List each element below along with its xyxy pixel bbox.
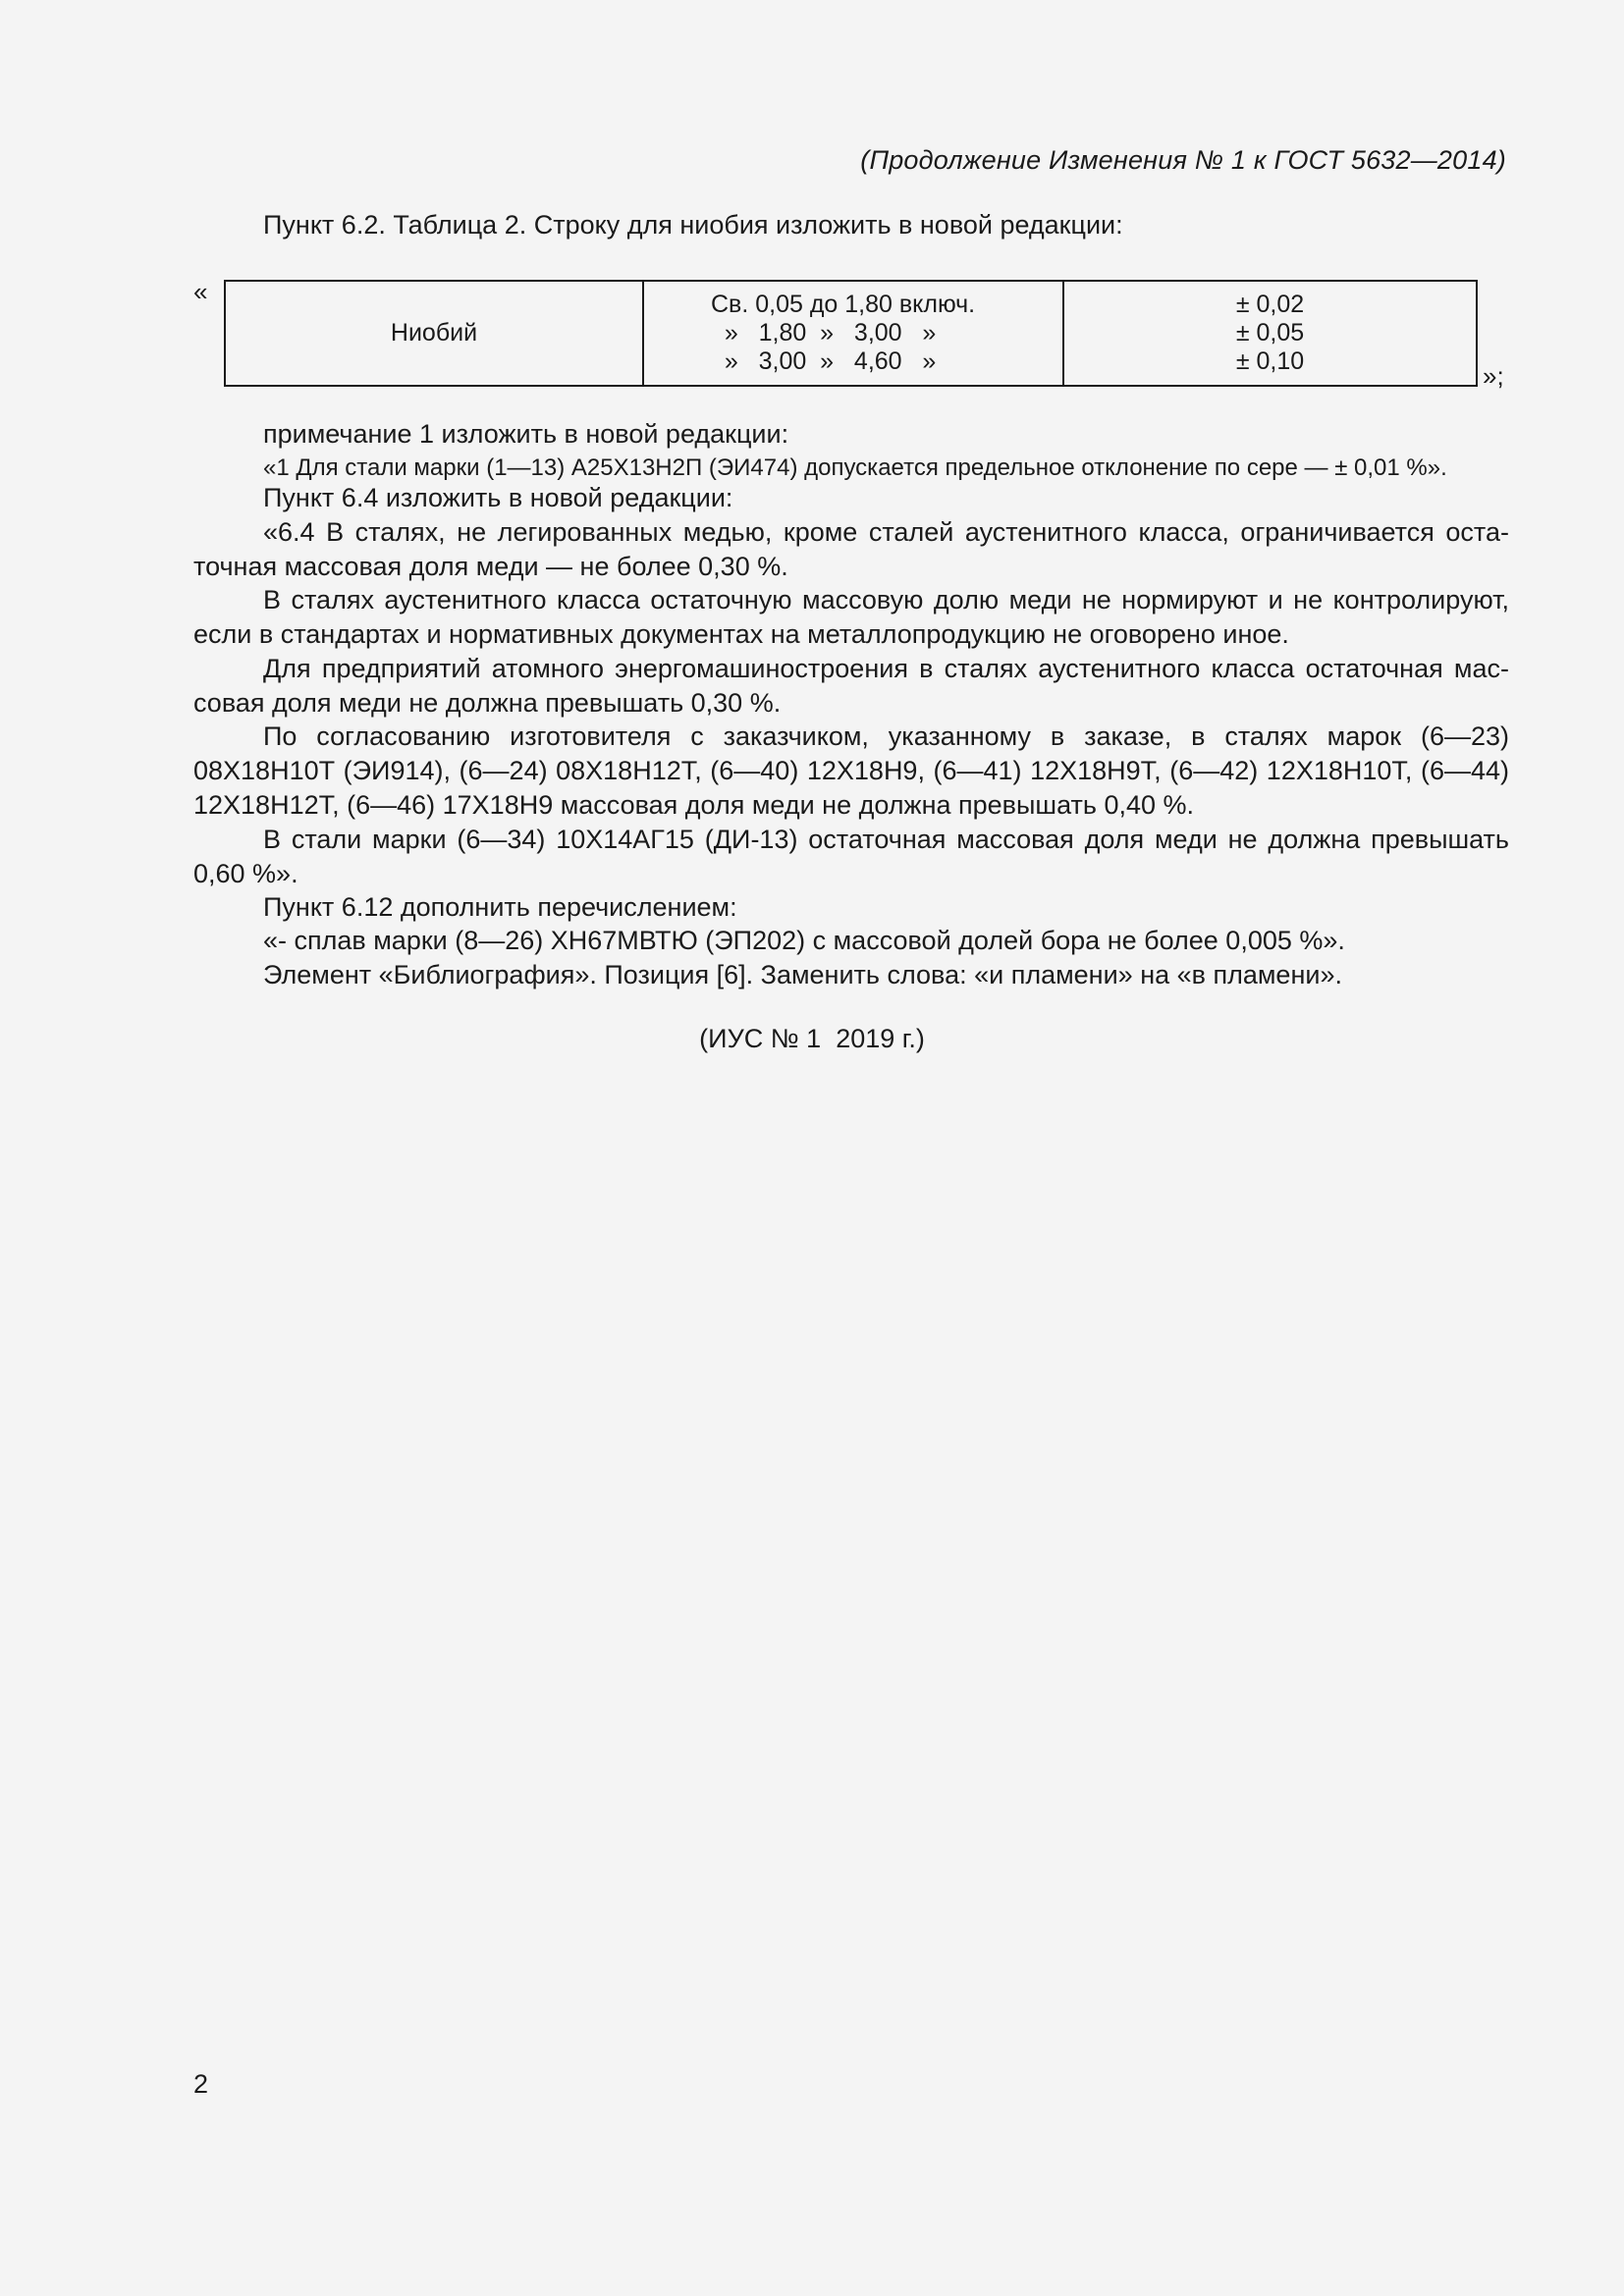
- intro-paragraph: Пункт 6.2. Таблица 2. Строку для ниобия изложить в новой редакции:: [263, 210, 1123, 240]
- nuclear-energy-paragraph: Для предприятий атомного энергомашиностроения в сталях аустенитного класса остаточная массовая доля меди не должна превышать 0,30 %.: [193, 654, 1509, 718]
- austenitic-copper-paragraph: В сталях аустенитного класса остаточную массовую долю меди не нормируют и не контролируют, если в стандартах и нормативных документах на металлопродукцию не оговорено иное.: [193, 585, 1509, 649]
- niobium-table: [224, 280, 1478, 387]
- agreement-paragraph: По согласованию изготовителя с заказчиком, указанному в заказе, в сталях марок (6—23) 08Х18Н10Т (ЭИ914), (6—24) 08Х18Н12Т, (6—40) 12Х18Н9, (6—41) 12Х18Н9Т, (6—42) 12Х18Н10Т, (6—44) 12Х18Н12Т, (6—46) 17Х18Н9 массовая доля меди не должна превышать 0,40 %.: [193, 721, 1509, 820]
- ius-footer: (ИУС № 1 2019 г.): [699, 1024, 925, 1053]
- clause-6-12-heading: Пункт 6.12 дополнить перечислением:: [263, 892, 737, 922]
- table-close-quote: »;: [1483, 361, 1504, 391]
- element-cell: Ниобий: [225, 281, 643, 386]
- clause-6-4-heading: Пункт 6.4 изложить в новой редакции:: [263, 483, 733, 512]
- bibliography-paragraph: Элемент «Библиография». Позиция [6]. Заменить слова: «и пламени» на «в пламени».: [263, 960, 1342, 989]
- alloy-listing: «- сплав марки (8—26) ХН67МВТЮ (ЭП202) с массовой долей бора не более 0,005 %».: [263, 926, 1345, 955]
- deviation-line-3: ± 0,10: [1235, 347, 1305, 375]
- range-line-3: » 3,00 » 4,60 »: [711, 347, 937, 375]
- deviation-line-1: ± 0,02: [1235, 291, 1305, 318]
- page-number: 2: [193, 2069, 209, 2099]
- note-text: «1 Для стали марки (1—13) А25Х13Н2П (ЭИ474) допускается предельное отклонение по сере — ± 0,01 %».: [263, 454, 1447, 481]
- page-header: (Продолжение Изменения № 1 к ГОСТ 5632—2014): [860, 145, 1506, 175]
- clause-6-4-text: «6.4 В сталях, не легированных медью, кроме сталей аустенитного класса, ограничивается остаточная массовая доля меди — не более 0,30 %.: [193, 517, 1509, 581]
- note-heading: примечание 1 изложить в новой редакции:: [263, 419, 789, 449]
- table-row: [225, 281, 1477, 386]
- table-open-quote: «: [193, 277, 208, 306]
- range-cell: [643, 281, 1063, 386]
- deviation-line-2: ± 0,05: [1235, 319, 1305, 347]
- steel-6-34-paragraph: В стали марки (6—34) 10Х14АГ15 (ДИ-13) остаточная массовая доля меди не должна превышать 0,60 %».: [193, 825, 1509, 888]
- range-line-2: » 1,80 » 3,00 »: [711, 319, 937, 347]
- deviation-cell: [1063, 281, 1477, 386]
- range-line-1: Св. 0,05 до 1,80 включ.: [711, 291, 976, 318]
